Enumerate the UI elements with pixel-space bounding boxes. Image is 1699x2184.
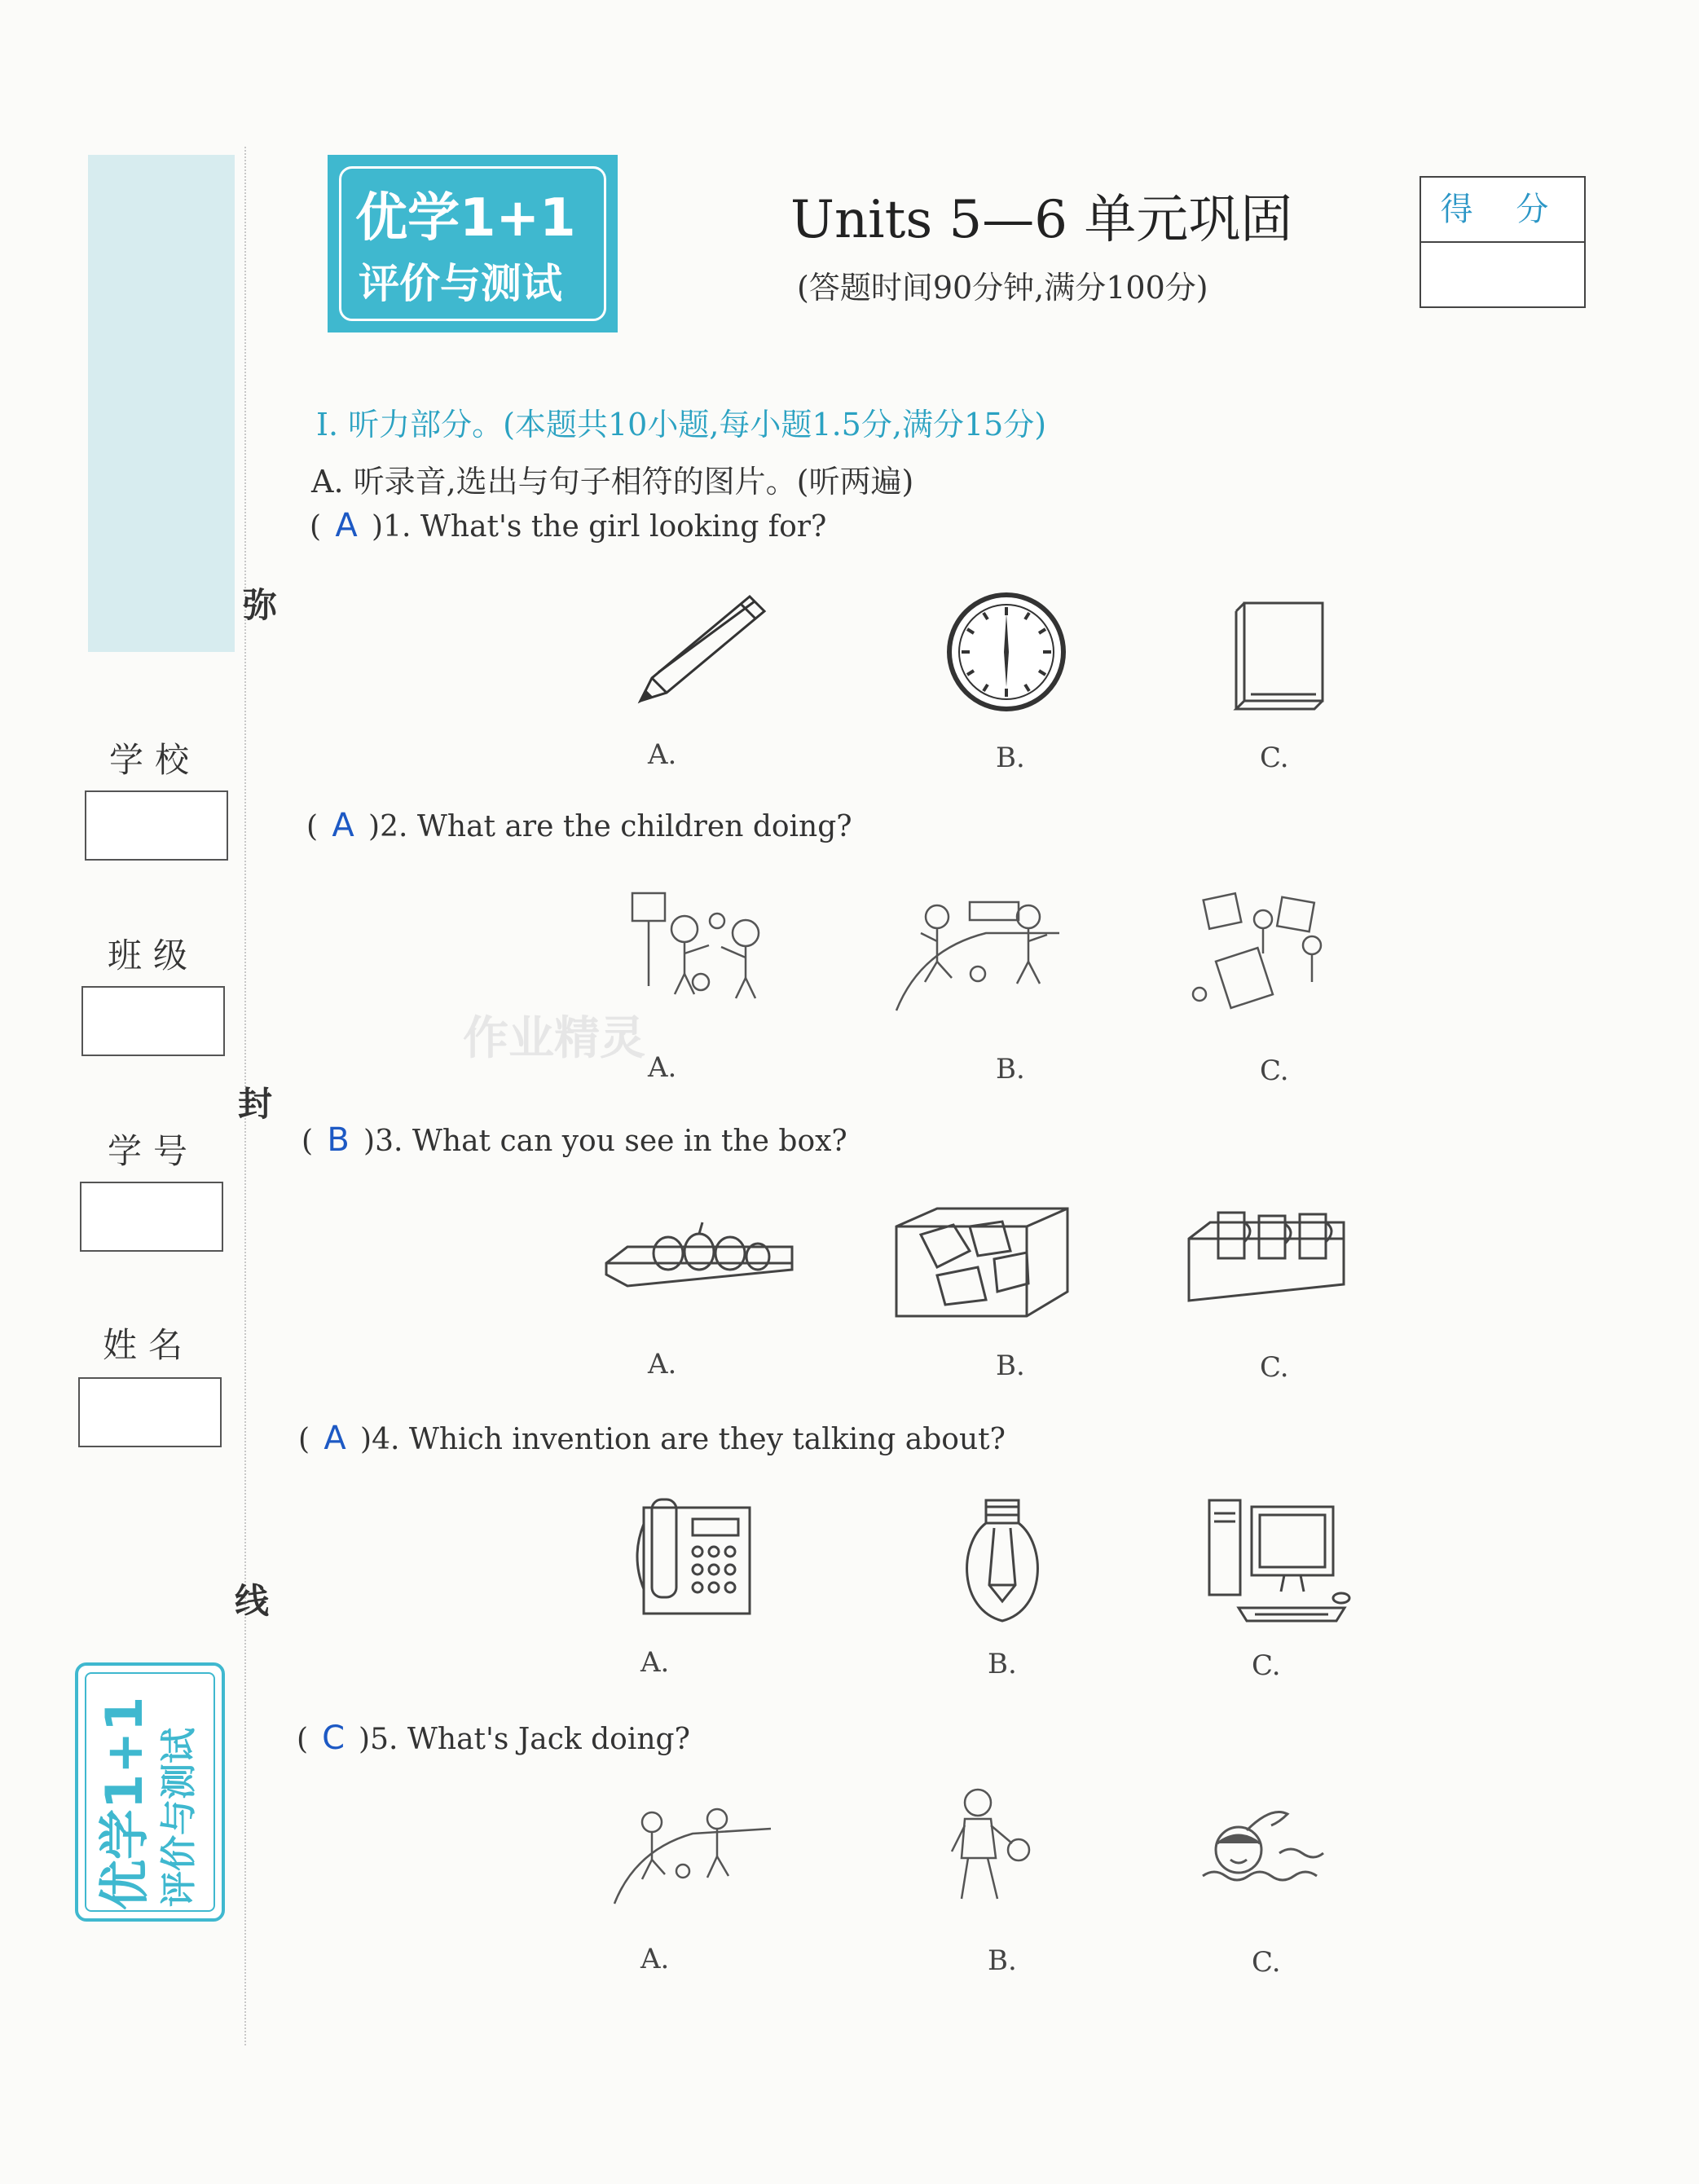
clock-icon [945, 591, 1067, 713]
page-subtitle: (答题时间90分钟,满分100分) [797, 270, 1208, 306]
answer-4[interactable]: A [324, 1420, 346, 1457]
open-paren: ( [298, 1423, 310, 1456]
question-1-text: )1. What's the girl looking for? [372, 510, 827, 544]
score-label: 得 分 [1421, 178, 1584, 243]
telephone-icon [627, 1491, 758, 1622]
class-label: 班级 [108, 936, 200, 975]
box-of-cups-icon [1186, 1206, 1349, 1312]
question-1 [310, 507, 826, 544]
children-playing-ball-icon [627, 888, 774, 1011]
seal-char-mi: 弥 [243, 585, 278, 625]
box-of-blocks-icon [888, 1202, 1076, 1324]
playing-basketball-icon [937, 1785, 1035, 1915]
q4-option-b: B. [988, 1648, 1017, 1680]
q1-option-b: B. [996, 742, 1025, 774]
box-of-fruit-icon [603, 1214, 799, 1304]
children-playing-football-icon [888, 892, 1067, 1015]
question-5-text: )5. What's Jack doing? [359, 1723, 690, 1756]
seal-char-feng: 封 [238, 1084, 273, 1124]
q2-option-a: A. [648, 1051, 677, 1084]
playing-football-icon [611, 1801, 774, 1907]
logo-line1: 优学1+1 [355, 188, 576, 249]
answer-5[interactable]: C [322, 1719, 346, 1757]
answer-2[interactable]: A [332, 807, 354, 844]
class-field[interactable] [81, 986, 225, 1056]
open-paren: ( [302, 1125, 314, 1158]
q2-option-b: B. [996, 1053, 1025, 1085]
question-5 [297, 1719, 690, 1757]
score-box[interactable] [1420, 176, 1586, 308]
q3-option-b: B. [996, 1350, 1025, 1382]
q4-option-a: A. [640, 1646, 670, 1679]
header-brand-logo [328, 155, 618, 332]
question-4-text: )4. Which invention are they talking about? [360, 1423, 1006, 1456]
open-paren: ( [306, 810, 319, 843]
q5-option-b: B. [988, 1944, 1017, 1977]
logo-line2: 评价与测试 [359, 259, 562, 307]
seal-char-xian: 线 [235, 1581, 270, 1621]
q1-option-a: A. [648, 738, 677, 771]
computer-icon [1206, 1495, 1353, 1626]
school-field[interactable] [85, 790, 228, 861]
question-4 [298, 1420, 1006, 1457]
q3-option-a: A. [648, 1348, 677, 1380]
pencil-icon [627, 587, 774, 709]
question-3 [302, 1121, 847, 1159]
q5-option-c: C. [1252, 1946, 1281, 1979]
name-field[interactable] [78, 1377, 222, 1447]
q2-option-c: C. [1260, 1055, 1289, 1087]
question-3-text: )3. What can you see in the box? [363, 1125, 847, 1158]
light-bulb-icon [953, 1495, 1051, 1626]
side-logo-line1: 优学1+1 [95, 1696, 154, 1910]
watermark: 作业精灵 [463, 1012, 645, 1065]
part-a-instruction: A. 听录音,选出与句子相符的图片。(听两遍) [311, 464, 914, 500]
answer-3[interactable]: B [327, 1121, 350, 1159]
book-icon [1226, 595, 1332, 717]
side-brand-logo [75, 1662, 225, 1922]
open-paren: ( [310, 510, 322, 544]
section-title: Ⅰ. 听力部分。(本题共10小题,每小题1.5分,满分15分) [316, 407, 1047, 443]
open-paren: ( [297, 1723, 309, 1756]
q5-option-a: A. [640, 1943, 670, 1975]
children-drawing-icon [1190, 888, 1336, 1011]
student-number-field[interactable] [80, 1182, 223, 1252]
side-color-band [88, 155, 235, 652]
q4-option-c: C. [1252, 1649, 1281, 1682]
question-2-text: )2. What are the children doing? [368, 810, 852, 843]
school-label: 学校 [109, 740, 201, 780]
name-label: 姓名 [103, 1325, 195, 1365]
side-logo-line2: 评价与测试 [158, 1728, 200, 1907]
page-title: Units 5—6 单元巩固 [790, 190, 1293, 250]
q3-option-c: C. [1260, 1351, 1289, 1384]
answer-1[interactable]: A [335, 507, 358, 544]
swimming-icon [1198, 1801, 1328, 1891]
question-2 [306, 807, 852, 844]
student-number-label: 学号 [108, 1131, 200, 1171]
q1-option-c: C. [1260, 742, 1289, 774]
